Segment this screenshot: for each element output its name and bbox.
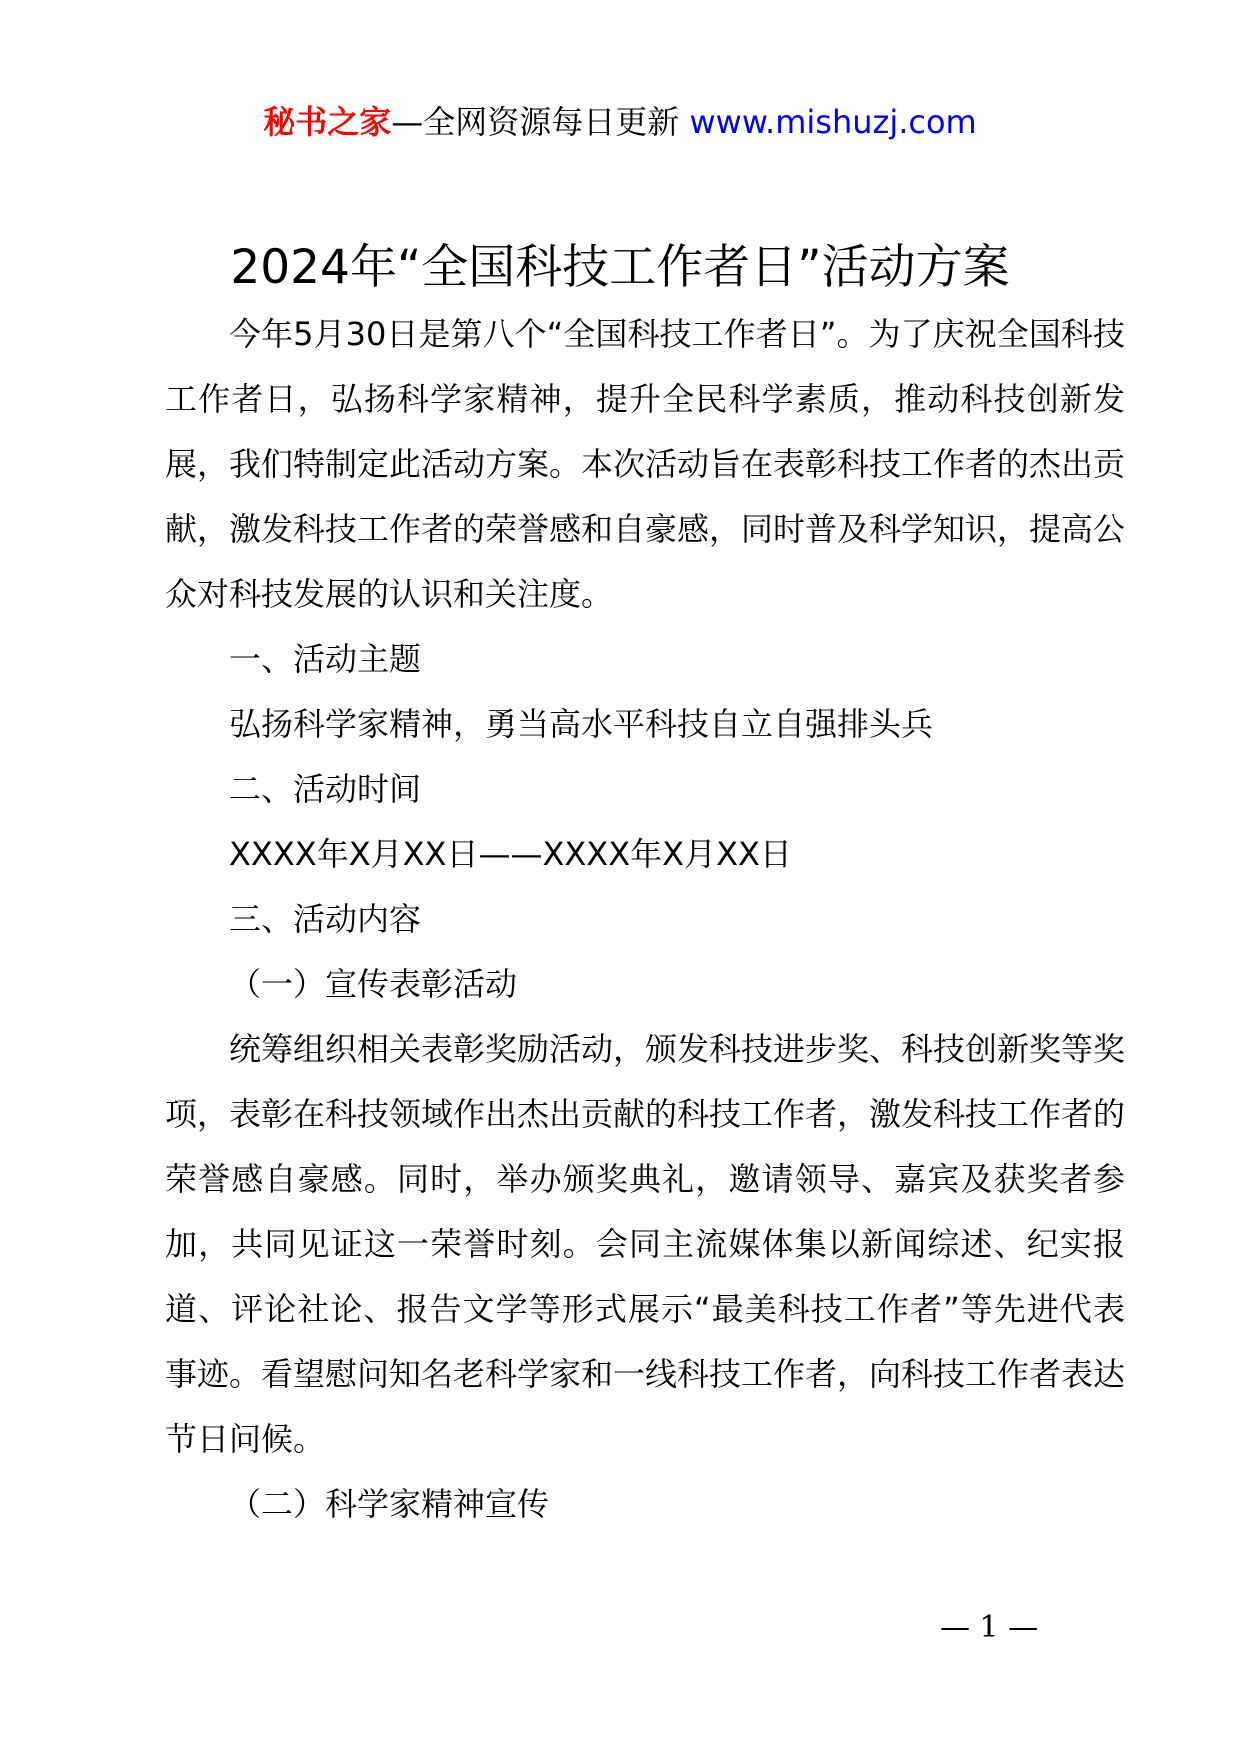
subsection-heading-publicity: （一）宣传表彰活动 (229, 965, 518, 1003)
document-title: 2024年“全国科技工作者日”活动方案 (230, 240, 1010, 295)
section-heading-time: 二、活动时间 (229, 770, 422, 808)
banner-url-link[interactable]: www.mishuzj.com (689, 103, 977, 141)
banner-slogan: —全网资源每日更新 (391, 103, 680, 141)
banner-brand: 秘书之家 (263, 103, 392, 141)
section-heading-content: 三、活动内容 (229, 900, 422, 938)
intro-paragraph: 今年5月30日是第八个“全国科技工作者日”。为了庆祝全国科技工作者日，弘扬科学家精神，提升全民科学素质，推动科技创新发展，我们特制定此活动方案。本次活动旨在表彰科技工作者的杰出贡献，激发科技工作者的荣誉感和自豪感，同时普及科学知识，提高公众对科技发展的认识和关注度。 (165, 315, 1126, 613)
section-heading-theme: 一、活动主题 (229, 640, 422, 678)
time-text: XXXX年X月XX日——XXXX年X月XX日 (229, 835, 792, 873)
subsection-heading-spirit: （二）科学家精神宣传 (229, 1485, 550, 1523)
publicity-paragraph: 统筹组织相关表彰奖励活动，颁发科技进步奖、科技创新奖等奖项，表彰在科技领域作出杰出贡献的科技工作者，激发科技工作者的荣誉感自豪感。同时，举办颁奖典礼，邀请领导、嘉宾及获奖者参加，共同见证这一荣誉时刻。会同主流媒体集以新闻综述、纪实报道、评论社论、报告文学等形式展示“最美科技工作者”等先进代表事迹。看望慰问知名老科学家和一线科技工作者，向科技工作者表达节日问候。 (165, 1030, 1126, 1458)
theme-text: 弘扬科学家精神，勇当高水平科技自立自强排头兵 (229, 705, 934, 743)
page-number: — 1 — (940, 1610, 1039, 1645)
site-banner (0, 98, 1240, 146)
document-body (165, 302, 1125, 1537)
